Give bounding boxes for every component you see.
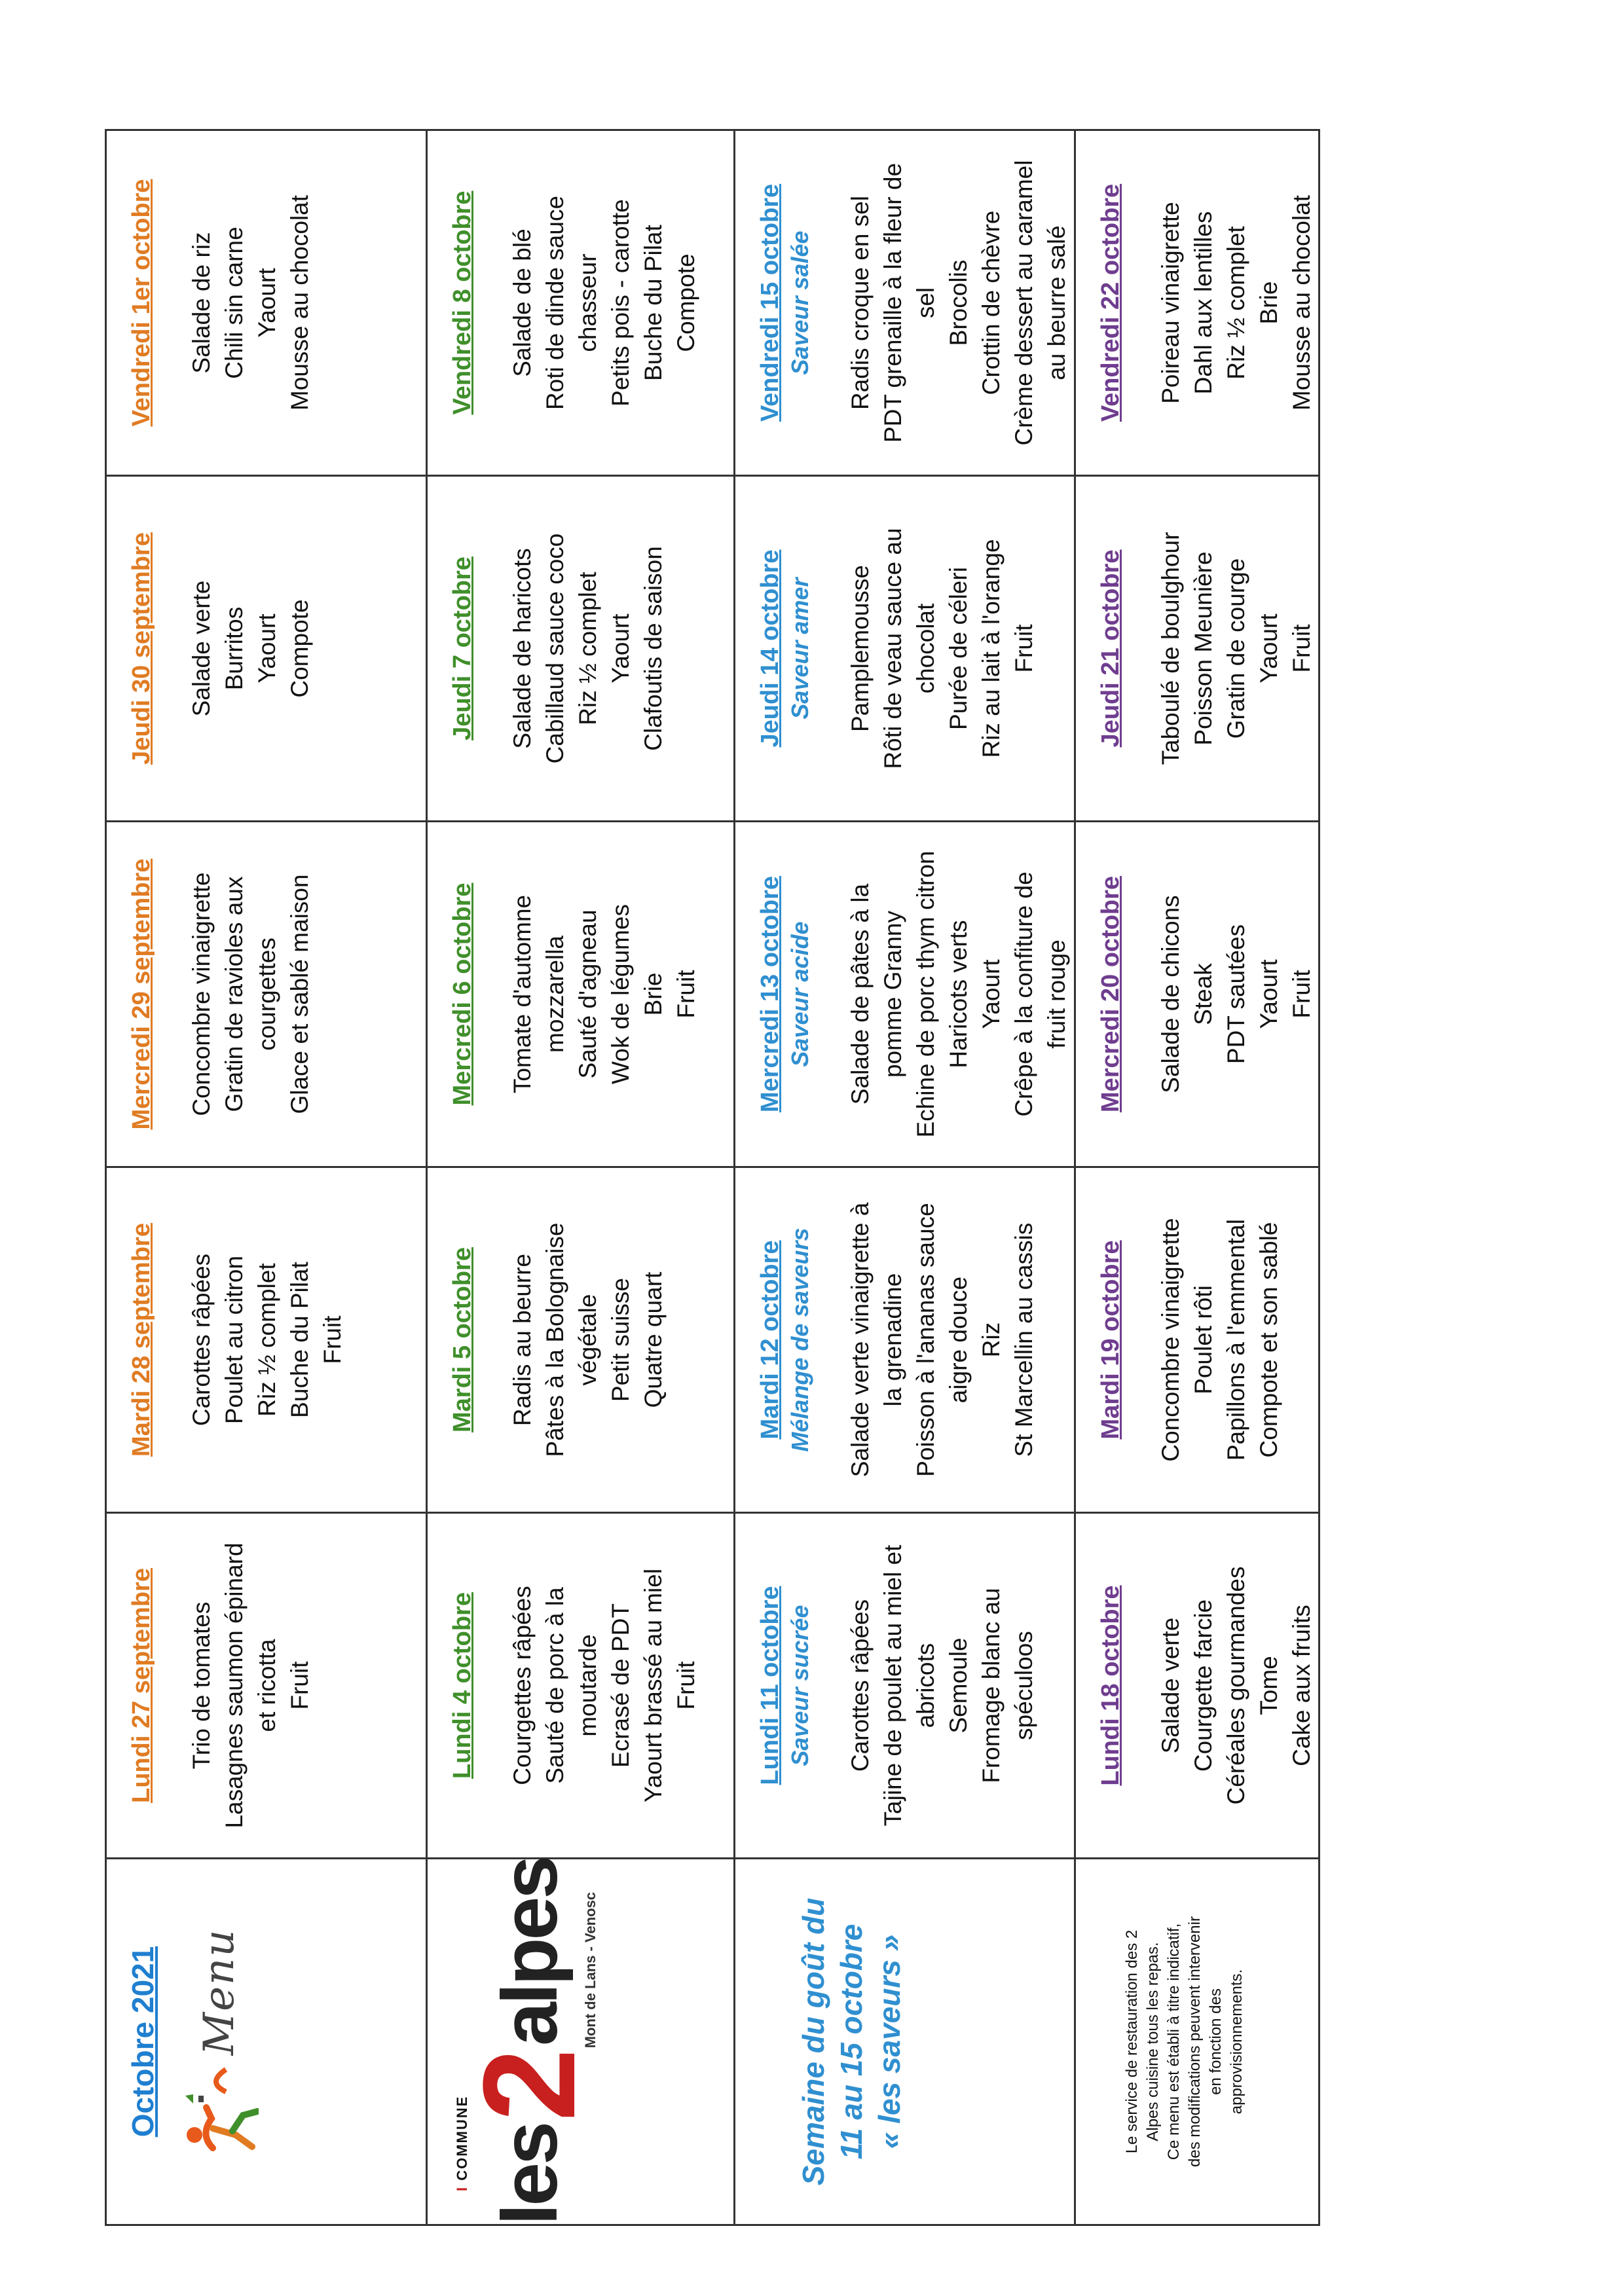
menu-item: Crème dessert au caramel (1010, 160, 1037, 446)
menu-item: Semoule (945, 1637, 972, 1734)
menu-item: Gratin de ravioles aux (221, 876, 248, 1112)
menu-item: Poireau vinaigrette (1157, 202, 1184, 404)
menu-item: chasseur (574, 253, 601, 352)
day-cell (427, 1513, 735, 1859)
day-heading: Lundi 4 octobre (449, 1592, 476, 1779)
menu-item: Riz ½ complet (574, 572, 601, 725)
menu-item: Poulet rôti (1190, 1285, 1217, 1394)
day-heading: Lundi 18 octobre (1097, 1585, 1124, 1786)
menu-item: Mousse au chocolat (1288, 194, 1315, 411)
menu-item: Yaourt (607, 613, 634, 683)
day-heading: Lundi 11 octobre (756, 1586, 784, 1785)
menu-item: Tome (1255, 1656, 1282, 1715)
menu-item: Rôti de veau sauce au (879, 528, 906, 769)
menu-item: Fruit (286, 1661, 313, 1710)
menu-item: Fromage blanc au (978, 1588, 1005, 1783)
menu-item: Radis croque en sel (847, 195, 874, 410)
day-heading: Vendredi 1er octobre (128, 179, 155, 427)
day-cell (106, 130, 427, 476)
menu-item: Salade de haricots (509, 548, 536, 749)
notice-line: des modifications peuvent intervenir (1186, 1916, 1204, 2167)
menu-item: Echine de porc thym citron (912, 850, 939, 1138)
brand-word-left: les (486, 2124, 574, 2225)
day-cell (735, 1513, 1075, 1859)
menu-item: pomme Granny (879, 911, 906, 1078)
menu-sheet (105, 131, 1315, 2226)
menu-item: la grenadine (879, 1273, 906, 1407)
menu-item: Riz (978, 1322, 1005, 1358)
menu-item: Yaourt (978, 959, 1005, 1029)
day-heading: Jeudi 21 octobre (1097, 549, 1124, 748)
menu-item: Brocolis (945, 259, 972, 346)
menu-item: Yaourt brassé au miel (640, 1568, 667, 1803)
sidebar-title-cell (106, 1859, 427, 2225)
menu-item: Cake aux fruits (1288, 1605, 1315, 1766)
menu-item: Riz au lait à l'orange (978, 539, 1005, 758)
brand-subtitle: Mont de Lans - Venosc (582, 1892, 599, 2049)
menu-table (105, 129, 1320, 2226)
menu-item: PDT grenaille à la fleur de (879, 162, 906, 443)
menu-item: Steak (1190, 963, 1217, 1025)
menu-item: aigre douce (945, 1276, 972, 1404)
menu-item: Courgette farcie (1190, 1599, 1217, 1772)
day-heading: Jeudi 7 octobre (449, 556, 476, 740)
menu-item: Fruit (319, 1315, 346, 1364)
menu-item: Salade de pâtes à la (847, 883, 874, 1105)
day-theme: Saveur acide (786, 921, 813, 1067)
menu-item: Wok de légumes (607, 904, 634, 1084)
menu-item: Taboulé de boulghour (1157, 532, 1184, 765)
day-theme: Saveur salée (786, 230, 813, 375)
menu-item: Ecrasé de PDT (607, 1603, 634, 1768)
day-theme: Saveur sucrée (786, 1605, 813, 1766)
menu-item: Papillons à l'emmental (1223, 1218, 1249, 1461)
day-heading: Lundi 27 septembre (128, 1568, 155, 1803)
menu-item: Roti de dinde sauce (542, 195, 568, 410)
menu-item: moutarde (574, 1634, 601, 1737)
day-cell (427, 1167, 735, 1513)
day-cell (735, 130, 1075, 476)
menu-logo (180, 1859, 259, 2224)
day-heading: Mardi 5 octobre (449, 1247, 476, 1432)
menu-item: Radis au beurre (509, 1253, 536, 1427)
sidebar-theme-cell (735, 1859, 1075, 2225)
day-theme: Mélange de saveurs (786, 1228, 813, 1452)
day-cell (735, 1167, 1075, 1513)
menu-item: Pamplemousse (847, 565, 874, 733)
menu-item: Haricots verts (945, 920, 972, 1068)
menu-item: Fruit (1288, 970, 1315, 1019)
day-cell (1075, 1167, 1320, 1513)
menu-item: Riz ½ complet (253, 1263, 280, 1417)
menu-item: Yaourt (253, 613, 280, 683)
menu-item: PDT sautées (1223, 924, 1249, 1065)
menu-item: abricots (912, 1643, 939, 1728)
week-theme-line: 11 au 15 octobre (834, 1923, 868, 2160)
menu-item: Salade verte (1157, 1617, 1184, 1754)
menu-item: Lasagnes saumon épinard (221, 1542, 248, 1829)
day-cell (427, 130, 735, 476)
week-row-3 (735, 130, 1075, 2225)
menu-item: Crêpe à la confiture de (1010, 871, 1037, 1117)
menu-item: Brie (640, 972, 667, 1016)
notice-line: Le service de restauration des 2 (1123, 1929, 1141, 2154)
menu-item: Compote et son sablé (1255, 1222, 1282, 1458)
menu-item: Petits pois - carotte (607, 199, 634, 407)
menu-item: courgettes (253, 938, 280, 1051)
day-heading: Mercredi 6 octobre (449, 883, 476, 1106)
menu-item: Yaourt (253, 268, 280, 338)
day-heading: Vendredi 8 octobre (449, 191, 476, 415)
brand-logo: I COMMUNE les 2 alpes Mont de Lans - Venosc (454, 1858, 602, 2225)
menu-item: Carottes râpées (188, 1253, 215, 1427)
week-row-1 (106, 130, 427, 2225)
menu-item: Fruit (1010, 624, 1037, 673)
week-row-4 (1075, 130, 1320, 2225)
day-heading: Mardi 19 octobre (1097, 1240, 1124, 1440)
notice-line: Alpes cuisine tous les repas. (1144, 1942, 1162, 2141)
notice-line: en fonction des (1207, 1988, 1225, 2095)
menu-item: Chili sin carne (221, 227, 248, 379)
day-cell (106, 1167, 427, 1513)
menu-item: Salade verte (188, 580, 215, 717)
menu-item: Compote (673, 253, 699, 352)
menu-item: Purée de céleri (945, 567, 972, 730)
menu-item: Fruit (1288, 624, 1315, 673)
day-cell (106, 476, 427, 822)
menu-item: Burritos (221, 606, 248, 691)
brand-word-right: alpes (486, 1858, 574, 2046)
day-heading: Jeudi 14 octobre (756, 549, 784, 748)
menu-item: Dahl aux lentilles (1190, 211, 1217, 395)
notice-line: Ce menu est établi à titre indicatif, (1165, 1923, 1183, 2160)
day-heading: Vendredi 15 octobre (756, 183, 784, 422)
menu-item: Quatre quart (640, 1271, 667, 1408)
menu-item: au beurre salé (1043, 225, 1070, 380)
day-cell (1075, 130, 1320, 476)
menu-item: chocolat (912, 603, 939, 694)
menu-item: Céréales gourmandes (1223, 1566, 1249, 1805)
menu-item: spéculoos (1010, 1631, 1037, 1740)
day-cell (735, 476, 1075, 822)
menu-item: Gratin de courge (1223, 558, 1249, 739)
menu-item: Salade de blé (509, 228, 536, 377)
menu-item: Yaourt (1255, 613, 1282, 683)
day-cell (735, 822, 1075, 1167)
day-heading: Mardi 28 septembre (128, 1223, 155, 1457)
day-cell (1075, 1513, 1320, 1859)
menu-item: sel (912, 287, 939, 319)
menu-item: Mousse au chocolat (286, 194, 313, 411)
page-title: Octobre 2021 (126, 1946, 160, 2138)
week-theme (794, 1859, 908, 2224)
menu-item: Courgettes râpées (509, 1586, 536, 1785)
menu-item: Riz ½ complet (1223, 226, 1249, 380)
menu-item: Buche du Pilat (640, 225, 667, 381)
menu-item: Salade de chicons (1157, 895, 1184, 1093)
menu-logo-text: Menu (195, 1928, 244, 2056)
menu-item: mozzarella (542, 936, 568, 1053)
brand-top-text: COMMUNE (454, 2095, 470, 2181)
day-heading: Mercredi 29 septembre (128, 858, 155, 1130)
sidebar-notice-cell (1075, 1859, 1320, 2225)
week-theme-line: « les saveurs » (872, 1934, 906, 2149)
notice-line: approvisionnements. (1228, 1969, 1246, 2115)
notice-text (1122, 1859, 1247, 2224)
menu-item: fruit rouge (1043, 939, 1070, 1049)
menu-item: Clafoutis de saison (640, 546, 667, 751)
menu-item: Fruit (673, 1661, 699, 1710)
menu-item: Yaourt (1255, 959, 1282, 1029)
menu-item: Salade de riz (188, 232, 215, 374)
menu-item: Sauté d'agneau (574, 909, 601, 1079)
menu-item: Carottes râpées (847, 1599, 874, 1772)
menu-item: Petit suisse (607, 1277, 634, 1402)
day-cell (106, 822, 427, 1167)
menu-item: et ricotta (253, 1639, 280, 1732)
day-heading: Vendredi 22 octobre (1097, 183, 1124, 422)
day-cell (427, 476, 735, 822)
menu-item: Compote (286, 599, 313, 698)
day-cell (1075, 822, 1320, 1167)
day-heading: Mercredi 13 octobre (756, 875, 784, 1113)
menu-item: Buche du Pilat (286, 1262, 313, 1418)
day-cell (427, 822, 735, 1167)
menu-item: Brie (1255, 281, 1282, 325)
menu-item: Poisson Meunière (1190, 551, 1217, 746)
menu-item: Cabillaud sauce coco (542, 533, 568, 764)
day-cell (1075, 476, 1320, 822)
week-row-2 (427, 130, 735, 2225)
menu-item: Crottin de chèvre (978, 210, 1005, 395)
day-cell (106, 1513, 427, 1859)
menu-item: Tajine de poulet au miel et (879, 1544, 906, 1827)
menu-item: St Marcellin au cassis (1010, 1222, 1037, 1457)
menu-item: Tomate d'automne (509, 894, 536, 1094)
menu-item: Poisson à l'ananas sauce (912, 1203, 939, 1477)
sidebar-brand-cell (427, 1859, 735, 2225)
menu-item: Salade verte vinaigrette à (847, 1202, 874, 1478)
day-heading: Mardi 12 octobre (756, 1240, 784, 1440)
brand-number: 2 (456, 2048, 602, 2122)
menu-item: Concombre vinaigrette (1157, 1218, 1184, 1462)
day-heading: Jeudi 30 septembre (128, 532, 155, 765)
menu-item: Glace et sablé maison (286, 874, 313, 1114)
day-heading: Mercredi 20 octobre (1097, 875, 1124, 1113)
menu-item: végétale (574, 1294, 601, 1386)
menu-item: Pâtes à la Bolognaise (542, 1222, 568, 1457)
menu-item: Trio de tomates (188, 1601, 215, 1770)
chef-figure-icon (180, 2063, 259, 2155)
menu-item: Sauté de porc à la (542, 1587, 568, 1784)
menu-item: Fruit (673, 970, 699, 1019)
week-theme-line: Semaine du goût du (796, 1897, 830, 2186)
menu-item: Poulet au citron (221, 1255, 248, 1425)
menu-item: Concombre vinaigrette (188, 872, 215, 1116)
day-theme: Saveur amer (786, 577, 813, 720)
